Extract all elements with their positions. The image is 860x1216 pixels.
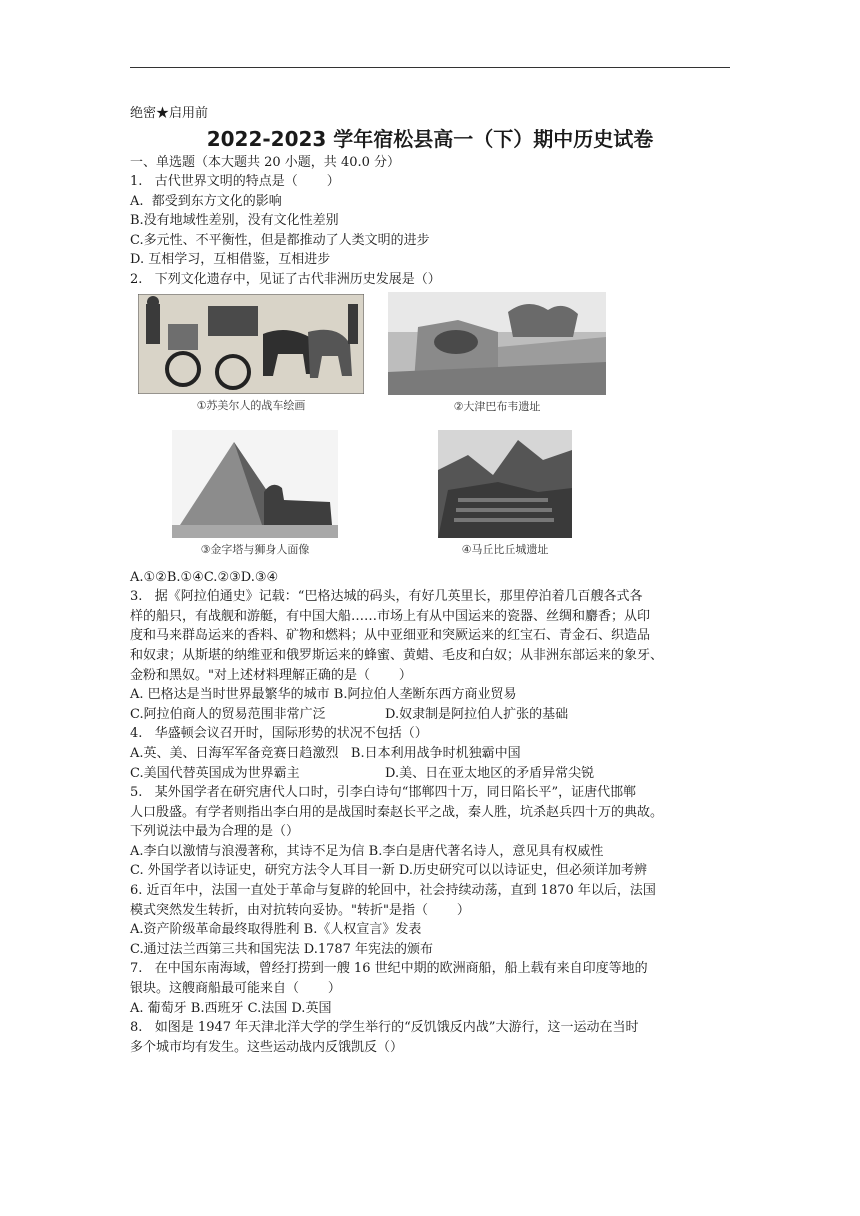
q3-options-cd <box>130 705 730 725</box>
exam-title: 2022-2023 学年宿松县高一（下）期中历史试卷 <box>206 127 654 151</box>
q3-options-ab: A. 巴格达是当时世界最繁华的城市 B.阿拉伯人垄断东西方商业贸易 <box>130 687 517 703</box>
exam-page <box>130 104 730 1057</box>
q5-stem-line3: 下列说法中最为合理的是（） <box>130 824 300 840</box>
q3-stem-line4: 和奴隶；从斯堪的纳维亚和俄罗斯运来的蜂蜜、黄蜡、毛皮和白奴；从非洲东部运来的象牙、 <box>130 647 664 663</box>
figure-sumerian-chariot <box>138 294 364 413</box>
caption-fig3: ③金字塔与狮身人面像 <box>200 542 310 556</box>
q1-option-d: D. 互相学习，互相借鉴，互相进步 <box>130 252 331 268</box>
q2-options: A.①②B.①④C.②③D.③④ <box>130 569 279 585</box>
q5-stem-line2: 人口殷盛。有学者则指出李白用的是战国时秦赵长平之战，秦人胜，坑杀赵兵四十万的典故。 <box>130 804 664 820</box>
q8-stem-line2: 多个城市均有发生。这些运动战内反饿凯反（） <box>130 1039 404 1055</box>
q7-stem-line1: 7. 在中国东南海域，曾经打捞到一艘 16 世纪中期的欧洲商船，船上载有来自印度等地的 <box>130 961 648 977</box>
q7-stem-line2: 银块。这艘商船最可能来自（ ） <box>130 981 341 997</box>
q4-options-cd <box>130 764 730 784</box>
q4-options-ab: A.英、美、日海军军备竞赛日趋激烈 B.日本利用战争时机独霸中国 <box>130 745 521 761</box>
header-rule <box>130 67 730 68</box>
q6-options-ab: A.资产阶级革命最终取得胜利 B.《人权宣言》发表 <box>130 922 422 938</box>
q5-stem-line1: 5. 某外国学者在研究唐代人口时，引李白诗句“邯郸四十万，同日陷长平”，证唐代邯郸 <box>130 785 637 801</box>
figure-machu-picchu <box>438 430 572 557</box>
q4-option-d: D.美、日在亚太地区的矛盾异常尖锐 <box>385 765 595 781</box>
caption-fig4: ④马丘比丘城遗址 <box>461 542 549 556</box>
figure-pyramid-sphinx <box>172 430 338 557</box>
q7-options: A. 葡萄牙 B.西班牙 C.法国 D.英国 <box>130 1000 332 1016</box>
caption-fig1: ①苏美尔人的战车绘画 <box>196 398 306 412</box>
figure-great-zimbabwe <box>388 292 606 414</box>
q2-figures <box>130 292 730 564</box>
q8-stem-line1: 8. 如图是 1947 年天津北洋大学的学生举行的“反饥饿反内战”大游行，这一运动在当时 <box>130 1020 639 1036</box>
sumerian-chariot-image <box>138 294 364 394</box>
q5-options-ab: A.李白以激情与浪漫著称，其诗不足为信 B.李白是唐代著名诗人，意见具有权威性 <box>130 843 604 859</box>
q3-option-c: C.阿拉伯商人的贸易范围非常广泛 <box>130 706 326 722</box>
q3-stem-line5: 金粉和黑奴。"对上述材料理解正确的是（ ） <box>130 667 412 683</box>
q1-option-a: A. 都受到东方文化的影响 <box>130 193 282 209</box>
q4-stem: 4. 华盛顿会议召开时，国际形势的状况不包括（） <box>130 726 428 742</box>
q6-stem-line2: 模式突然发生转折，由对抗转向妥协。"转折"是指（ ） <box>130 902 470 918</box>
q3-stem-line1: 3. 据《阿拉伯通史》记载：“巴格达城的码头，有好几英里长，那里停泊着几百艘各式各 <box>130 589 643 605</box>
section-heading: 一、单选题（本大题共 20 小题，共 40.0 分） <box>130 155 401 170</box>
q6-stem-line1: 6. 近百年中，法国一直处于革命与复辟的轮回中，社会持续动荡，直到 1870 年以后，法国 <box>130 883 656 899</box>
q2-stem: 2. 下列文化遗存中，见证了古代非洲历史发展是（） <box>130 271 441 287</box>
pyramid-sphinx-image <box>172 430 338 538</box>
great-zimbabwe-image <box>388 292 606 395</box>
q5-options-cd: C. 外国学者以诗证史，研究方法令人耳目一新 D.历史研究可以以诗证史，但必须详加考辨 <box>130 863 647 879</box>
machu-picchu-image <box>438 430 572 538</box>
q1-option-b: B.没有地域性差别，没有文化性差别 <box>130 213 339 229</box>
q3-stem-line2: 样的船只，有战舰和游艇，有中国大船……市场上有从中国运来的瓷器、丝绸和麝香；从印 <box>130 608 651 624</box>
q6-options-cd: C.通过法兰西第三共和国宪法 D.1787 年宪法的颁布 <box>130 941 434 957</box>
q3-option-d: D.奴隶制是阿拉伯人扩张的基础 <box>385 706 569 722</box>
q3-stem-line3: 度和马来群岛运来的香料、矿物和燃料；从中亚细亚和突厥运来的红宝石、青金石、织造品 <box>130 628 651 644</box>
caption-fig2: ②大津巴布韦遗址 <box>453 399 541 413</box>
q1-stem: 1. 古代世界文明的特点是（ ） <box>130 174 340 189</box>
q4-option-c: C.美国代替英国成为世界霸主 <box>130 765 300 781</box>
q1-option-c: C.多元性、不平衡性，但是都推动了人类文明的进步 <box>130 232 430 248</box>
confidential-label: 绝密★启用前 <box>130 106 209 121</box>
